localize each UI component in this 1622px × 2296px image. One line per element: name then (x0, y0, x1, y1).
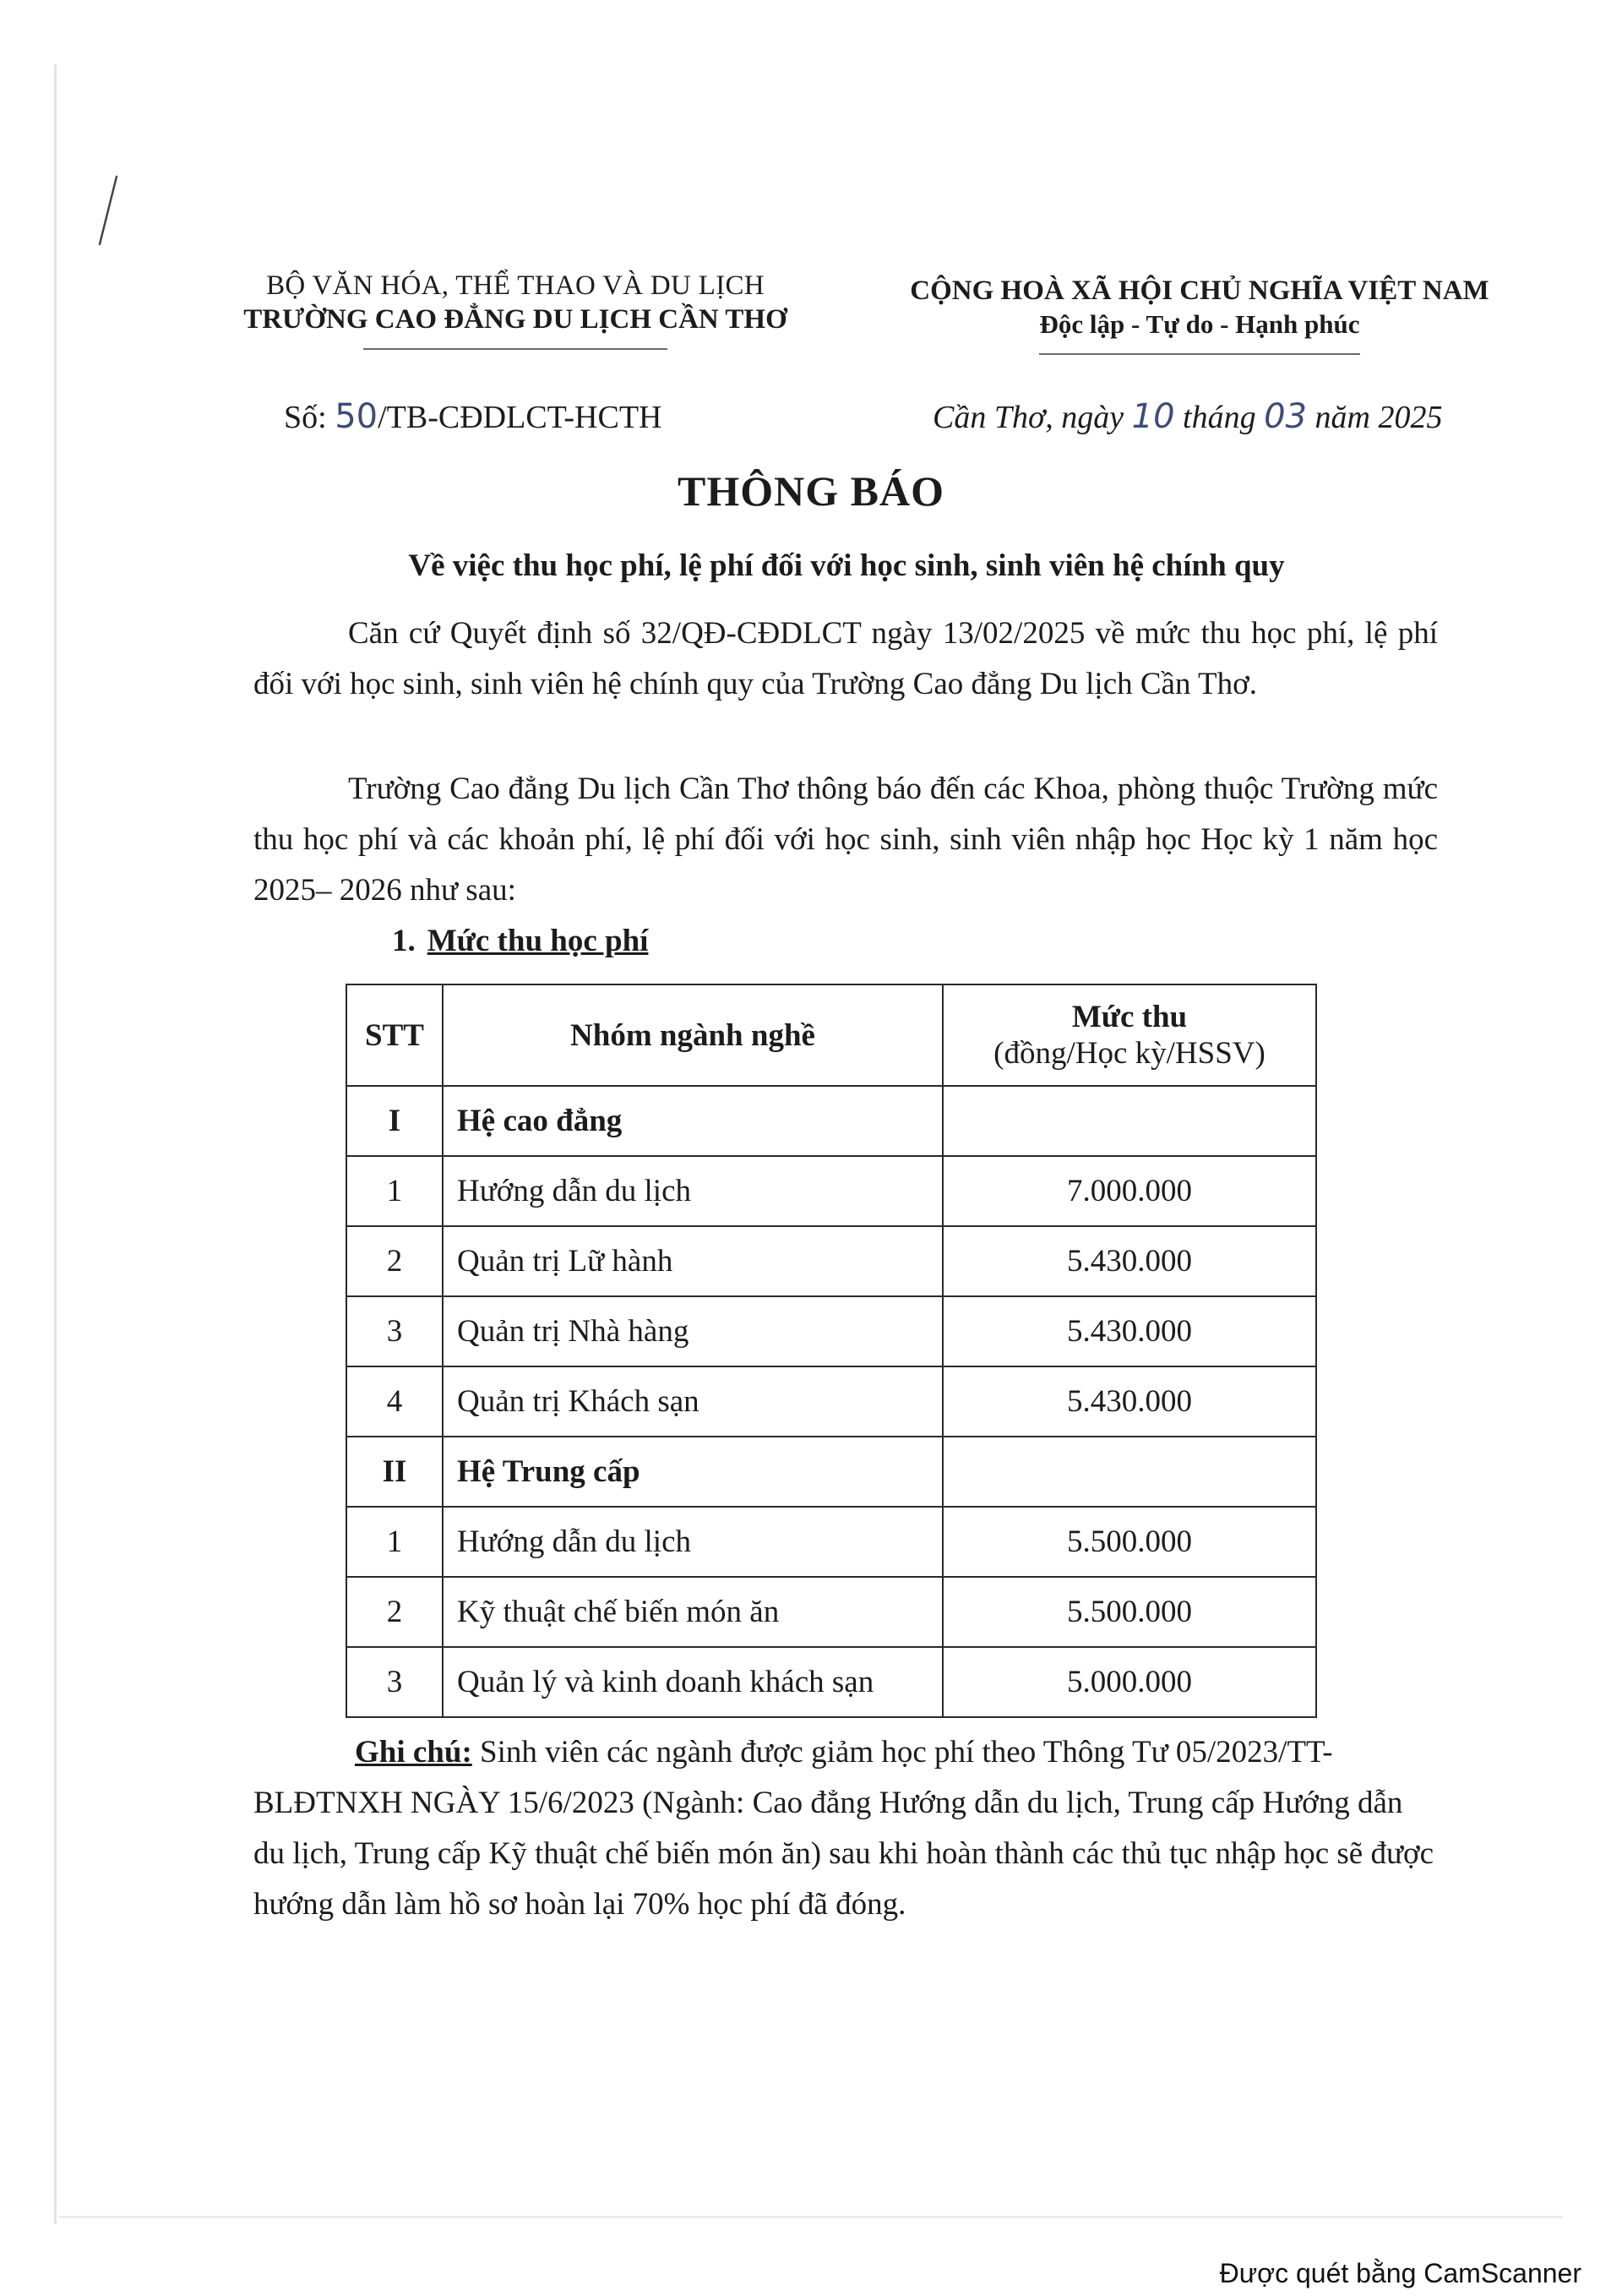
cell-fee: 5.500.000 (943, 1507, 1316, 1577)
doc-number-prefix: Số: (284, 400, 327, 435)
header-group: Nhóm ngành nghề (443, 984, 943, 1086)
cell-group-name: Hướng dẫn du lịch (443, 1507, 943, 1577)
scan-bottom-edge (59, 2216, 1563, 2218)
date-part1: Cần Thơ, ngày (933, 400, 1124, 435)
paragraph-announcement: Trường Cao đẳng Du lịch Cần Thơ thông báo đến các Khoa, phòng thuộc Trường mức thu học phí và các khoản phí, lệ phí đối với học sinh, sinh viên nhập học Học kỳ 1 năm học 2025– 2026 như sau: (253, 772, 1438, 908)
cell-fee (943, 1437, 1316, 1507)
section-number: 1. (392, 924, 416, 958)
document-subtitle: Về việc thu học phí, lệ phí đối với học sinh, sinh viên hệ chính quy (408, 548, 1285, 583)
section-heading (392, 923, 648, 959)
table-row (346, 1577, 1316, 1647)
table-row (346, 1366, 1316, 1437)
footnote-label: Ghi chú: (355, 1735, 472, 1770)
cell-stt: 3 (346, 1647, 443, 1717)
cell-group-name: Hệ Trung cấp (443, 1437, 943, 1507)
document-number (284, 397, 662, 436)
national-motto: Độc lập - Tự do - Hạnh phúc (1039, 309, 1360, 339)
table-row (346, 1156, 1316, 1226)
cell-group-name: Quản trị Khách sạn (443, 1366, 943, 1437)
header-fee (943, 984, 1316, 1086)
cell-fee: 5.430.000 (943, 1366, 1316, 1437)
cell-group-name: Quản trị Nhà hàng (443, 1296, 943, 1366)
country-name: CỘNG HOÀ XÃ HỘI CHỦ NGHĨA VIỆT NAM (910, 275, 1489, 306)
cell-fee (943, 1086, 1316, 1156)
cell-stt: II (346, 1437, 443, 1507)
cell-stt: I (346, 1086, 443, 1156)
ministry-name: BỘ VĂN HÓA, THỂ THAO VÀ DU LỊCH (266, 270, 765, 301)
table-group-row (346, 1437, 1316, 1507)
footnote (253, 1727, 1438, 1930)
doc-number-suffix: /TB-CĐDLCT-HCTH (378, 400, 662, 435)
cell-group-name: Quản trị Lữ hành (443, 1226, 943, 1296)
national-header (895, 274, 1504, 355)
footnote-text: Sinh viên các ngành được giảm học phí theo Thông Tư 05/2023/TT-BLĐTNXH NGÀY 15/6/2023 (Ngành: Cao đẳng Hướng dẫn du lịch, Trung cấp Hướng dẫn du lịch, Trung cấp Kỹ thuật chế biến món ăn) sau khi hoàn thành các thủ tục nhập học sẽ được hướng dẫn làm hồ sơ hoàn lại 70% học phí đã đóng. (253, 1735, 1434, 1922)
date-day-handwritten: 10 (1131, 397, 1175, 436)
table-body (346, 1086, 1316, 1717)
cell-group-name: Hướng dẫn du lịch (443, 1156, 943, 1226)
camscanner-watermark: Được quét bằng CamScanner (1219, 2258, 1581, 2288)
table-group-row (346, 1086, 1316, 1156)
table-row (346, 1647, 1316, 1717)
doc-number-handwritten: 50 (335, 397, 378, 436)
cell-stt: 1 (346, 1507, 443, 1577)
table-header-row (346, 984, 1316, 1086)
table-row (346, 1296, 1316, 1366)
cell-stt: 4 (346, 1366, 443, 1437)
document-date (933, 397, 1442, 436)
cell-stt: 1 (346, 1156, 443, 1226)
table-row (346, 1226, 1316, 1296)
cell-fee: 5.430.000 (943, 1296, 1316, 1366)
cell-stt: 3 (346, 1296, 443, 1366)
header-right-rule (1039, 353, 1360, 355)
header-left-rule (363, 348, 667, 350)
cell-group-name: Quản lý và kinh doanh khách sạn (443, 1647, 943, 1717)
cell-group-name: Kỹ thuật chế biến món ăn (443, 1577, 943, 1647)
document-title: THÔNG BÁO (678, 467, 944, 515)
header-stt: STT (346, 984, 443, 1086)
paragraph-legal-basis: Căn cứ Quyết định số 32/QĐ-CĐDLCT ngày 13/02/2025 về mức thu học phí, lệ phí đối với học sinh, sinh viên hệ chính quy của Trường Cao đẳng Du lịch Cần Thơ. (253, 616, 1438, 701)
ministry-header (220, 269, 811, 350)
table-row (346, 1507, 1316, 1577)
section-title: Mức thu học phí (427, 924, 649, 958)
header-fee-unit: (đồng/Học kỳ/HSSV) (993, 1036, 1265, 1071)
tuition-fee-table (346, 984, 1317, 1718)
cell-group-name: Hệ cao đẳng (443, 1086, 943, 1156)
date-month-handwritten: 03 (1264, 397, 1308, 436)
school-name: TRƯỜNG CAO ĐẲNG DU LỊCH CẦN THƠ (243, 304, 787, 335)
cell-stt: 2 (346, 1577, 443, 1647)
date-part2: tháng (1183, 400, 1256, 435)
cell-fee: 5.500.000 (943, 1577, 1316, 1647)
cell-fee: 5.430.000 (943, 1226, 1316, 1296)
date-part3: năm 2025 (1314, 400, 1443, 435)
header-fee-title: Mức thu (1071, 1000, 1188, 1034)
handwritten-check-mark (95, 173, 120, 248)
cell-fee: 5.000.000 (943, 1647, 1316, 1717)
cell-stt: 2 (346, 1226, 443, 1296)
cell-fee: 7.000.000 (943, 1156, 1316, 1226)
